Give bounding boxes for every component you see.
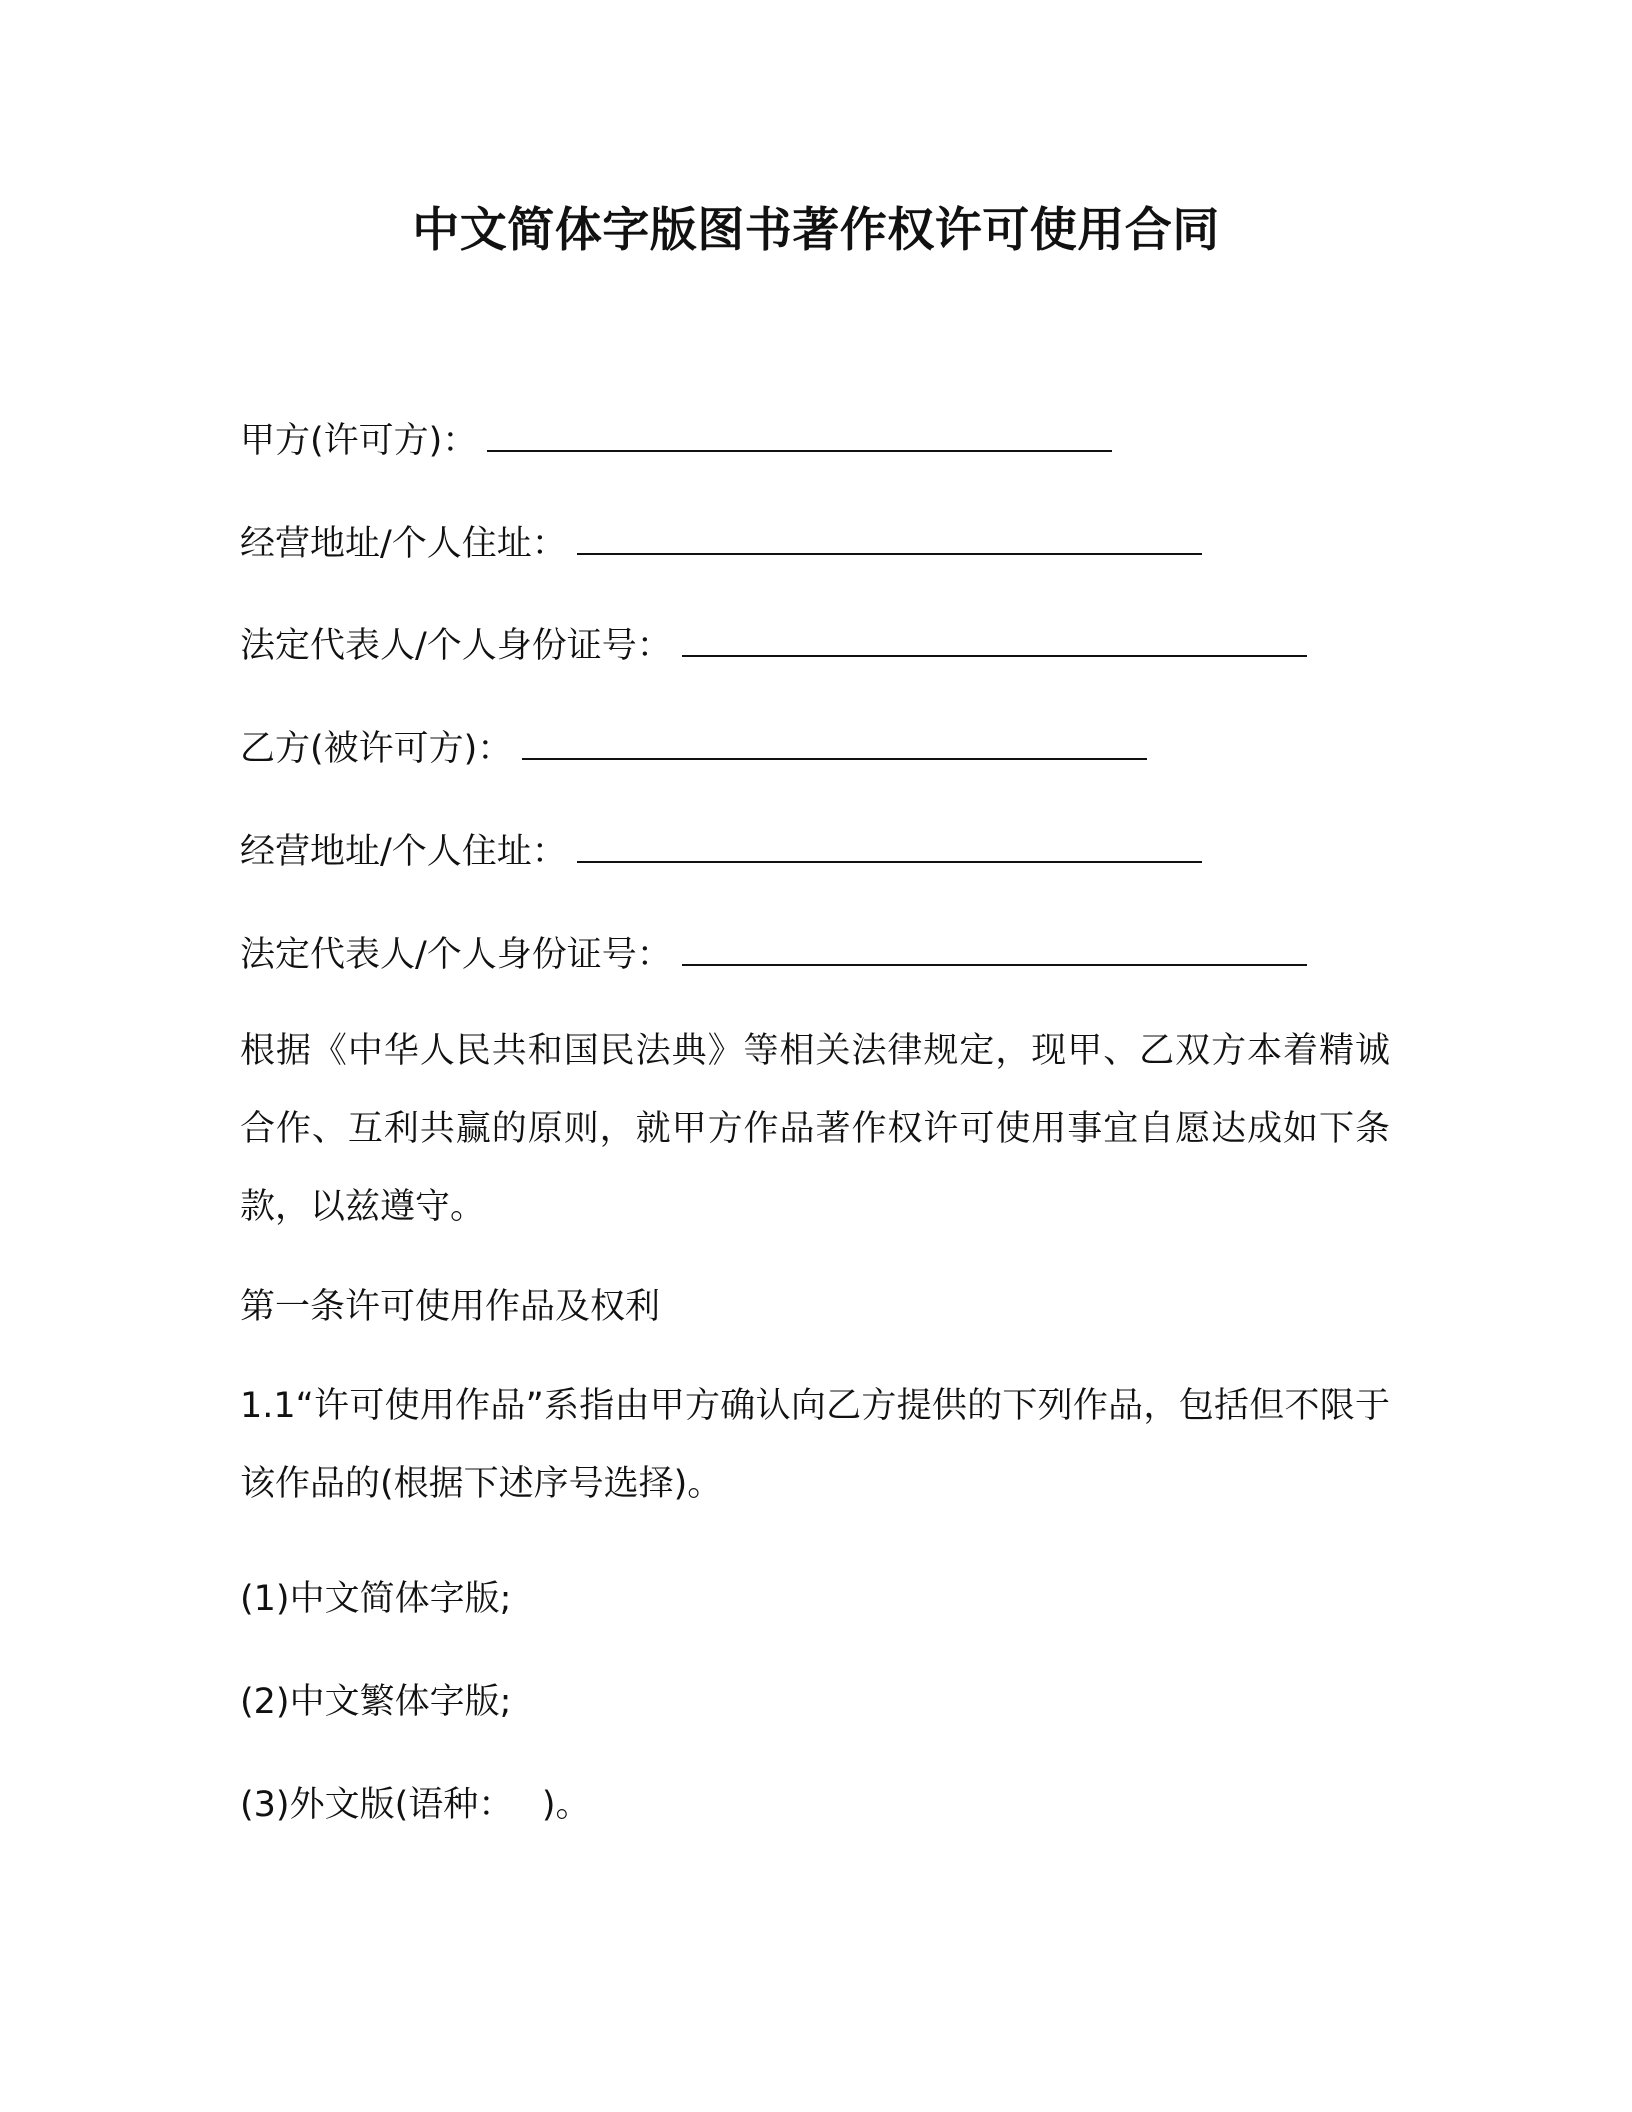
field-party-b-address [240,831,1202,872]
field-party-b [240,728,1147,769]
field-label: 法定代表人/个人身份证号： [240,626,672,666]
document-title: 中文简体字版图书著作权许可使用合同 [412,203,1220,258]
field-party-a-address [240,523,1202,564]
article-1-heading: 第一条许可使用作品及权利 [240,1287,661,1327]
fill-blank[interactable] [577,831,1202,863]
option-item-1: (1)中文简体字版; [240,1579,512,1619]
option-item-3: (3)外文版(语种： )。 [240,1785,591,1825]
field-label: 甲方(许可方)： [240,421,478,461]
fill-blank[interactable] [522,728,1147,760]
field-label: 乙方(被许可方)： [240,729,513,769]
clause-1-1: 1.1“许可使用作品”系指由甲方确认向乙方提供的下列作品，包括但不限于该作品的(根据下述序号选择)。 [240,1386,1390,1504]
field-party-a [240,420,1112,461]
fill-blank[interactable] [682,625,1307,657]
field-party-b-representative [240,934,1307,975]
field-party-a-representative [240,625,1307,666]
preamble-paragraph: 根据《中华人民共和国民法典》等相关法律规定，现甲、乙双方本着精诚合作、互利共赢的原则，就甲方作品著作权许可使用事宜自愿达成如下条款，以兹遵守。 [240,1031,1390,1227]
fill-blank[interactable] [682,934,1307,966]
fill-blank[interactable] [487,420,1112,452]
field-label: 经营地址/个人住址： [240,524,567,564]
field-label: 经营地址/个人住址： [240,832,567,872]
field-label: 法定代表人/个人身份证号： [240,935,672,975]
fill-blank[interactable] [577,523,1202,555]
option-item-2: (2)中文繁体字版; [240,1682,512,1722]
